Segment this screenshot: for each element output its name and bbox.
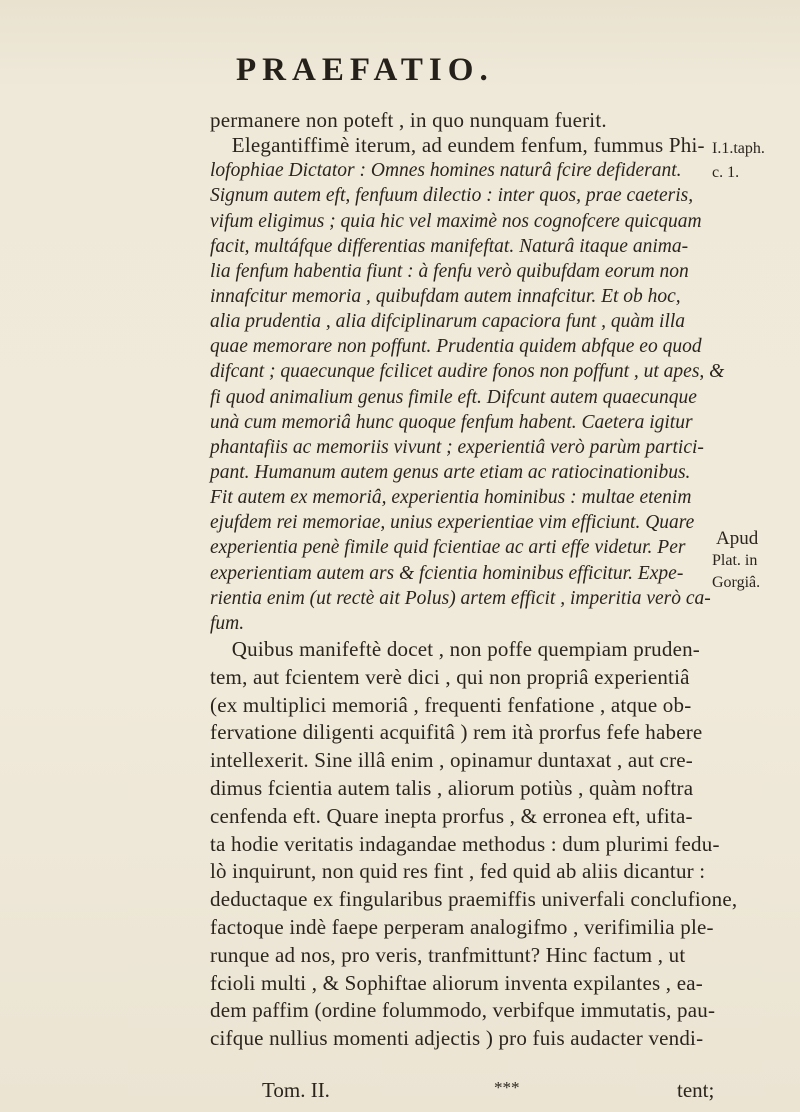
text-line: unà cum memoriâ hunc quoque fenfum habent. Caetera igitur <box>210 411 693 433</box>
text-line: Quibus manifeftè docet , non poffe quempiam pruden- <box>210 636 700 661</box>
text-line: lofophiae Dictator : Omnes homines naturâ fcire defiderant. <box>210 160 682 182</box>
text-line: quae memorare non poffunt. Prudentia quidem abfque eo quod <box>210 336 702 358</box>
margin-note: I.1.taph. <box>712 140 765 157</box>
text-line: intellexerit. Sine illâ enim , opinamur duntaxat , aut cre- <box>210 748 693 773</box>
signature-line <box>262 1078 715 1103</box>
text-line: fcioli multi , & Sophiftae aliorum inventa expilantes , ea- <box>210 970 703 995</box>
text-line: permanere non poteft , in quo nunquam fuerit. <box>210 108 607 132</box>
signature-stars: *** <box>494 1078 520 1097</box>
text-line: lò inquirunt, non quid res fint , fed quid ab aliis dicantur : <box>210 859 706 884</box>
margin-note: Apud <box>716 528 759 549</box>
text-line: fervatione diligenti acquifitâ ) rem ità prorfus fefe habere <box>210 720 703 745</box>
text-line: ejufdem rei memoriae, unius experientiae vim efficiunt. Quare <box>210 512 695 534</box>
text-line: vifum eligimus ; quia hic vel maximè nos cognofcere quicquam <box>210 210 702 232</box>
text-line: alia prudentia , alia difciplinarum capaciora funt , quàm illa <box>210 311 686 333</box>
text-line: lia fenfum habentia fiunt : à fenfu verò quibufdam eorum non <box>210 260 689 282</box>
text-line: difcant ; quaecunque fcilicet audire fonos non poffunt , ut apes, & <box>210 361 725 383</box>
text-line: fum. <box>210 612 245 634</box>
margin-note: Gorgiâ. <box>712 574 761 591</box>
text-line: tem, aut fcientem verè dici , qui non propriâ experientiâ <box>210 664 690 689</box>
text-line: fi quod animalium genus fimile eft. Difcunt autem quaecunque <box>210 386 697 408</box>
text-line: cenfenda eft. Quare inepta prorfus , & erronea eft, ufita- <box>210 803 693 828</box>
text-line: factoque indè faepe perperam analogifmo , verifimilia ple- <box>210 914 714 939</box>
margin-note: Plat. in <box>712 552 758 569</box>
text-line: rientia enim (ut rectè ait Polus) artem efficit , imperitia verò ca- <box>210 587 711 609</box>
text-line: dimus fcientia autem talis , aliorum potiùs , quàm noftra <box>210 775 694 800</box>
text-line: facit, multáfque differentias manifeftat. Naturâ itaque anima- <box>210 235 689 257</box>
text-line: pant. Humanum autem genus arte etiam ac ratiocinationibus. <box>210 461 691 483</box>
text-line: deductaque ex fingularibus praemiffis univerfali conclufione, <box>210 887 738 912</box>
text-line: experientia penè fimile quid fcientiae ac arti effe videtur. Per <box>210 537 686 559</box>
text-line: innafcitur memoria , quibufdam autem innafcitur. Et ob hoc, <box>210 285 681 307</box>
signature-mark: Tom. II. <box>262 1078 330 1102</box>
text-line: cifque nullius momenti adjectis ) pro fuis audacter vendi- <box>210 1026 704 1051</box>
text-line: ta hodie veritatis indagandae methodus : dum plurimi fedu- <box>210 831 720 856</box>
text-line: phantafiis ac memoriis vivunt ; experientiâ verò parùm partici- <box>210 436 704 458</box>
page-header: PRAEFATIO. <box>236 52 494 88</box>
text-line: experientiam autem ars & fcientia hominibus efficitur. Expe- <box>210 562 684 584</box>
catchword: tent; <box>677 1078 715 1102</box>
text-line: Fit autem ex memoriâ, experientia hominibus : multae etenim <box>210 487 692 509</box>
margin-note: c. 1. <box>712 164 740 181</box>
text-line: runque ad nos, pro veris, tranfmittunt? Hinc factum , ut <box>210 942 686 967</box>
text-line: Signum autem eft, fenfuum dilectio : inter quos, prae caeteris, <box>210 185 694 207</box>
text-line: (ex multiplici memoriâ , frequenti fenfatione , atque ob- <box>210 692 692 717</box>
text-line: dem paffim (ordine folummodo, verbifque immutatis, pau- <box>210 998 716 1023</box>
text-line: Elegantiffimè iterum, ad eundem fenfum, fummus Phi- <box>210 133 705 158</box>
